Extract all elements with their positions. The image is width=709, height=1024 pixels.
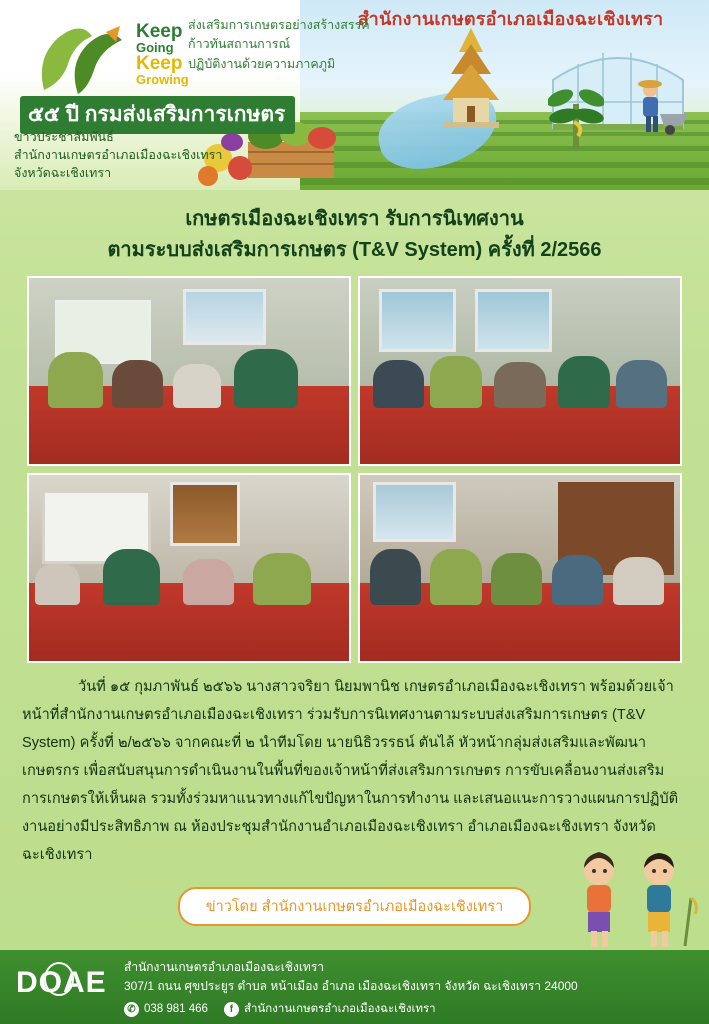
pr-line-2: สำนักงานเกษตรอำเภอเมืองฉะเชิงเทรา — [14, 148, 223, 163]
footer-address-block — [124, 958, 578, 997]
office-title-red: สำนักงานเกษตรอำเภอเมืองฉะเชิงเทรา — [357, 9, 664, 29]
article-body: วันที่ ๑๕ กุมภาพันธ์ ๒๕๖๖ นางสาวจริยา นิยมพานิช เกษตรอำเภอเมืองฉะเชิงเทรา พร้อมด้วยเจ้าหน้าที่สำนักงานเกษตรอำเภอเมืองฉะเชิงเทรา ร่วมรับการนิเทศงานตามระบบส่งเสริมการเกษตร (T&V System) ครั้งที่ ๒/๒๕๖๖ จากคณะที่ ๒ นำทีมโดย นายนิธิวรรธน์ ตันไล้ หัวหน้ากลุ่มส่งเสริมและพัฒนาเกษตรกร เพื่อสนับสนุนการดำเนินงานในพื้นที่ของเจ้าหน้าที่ส่งเสริมการเกษตร การขับเคลื่อนงานส่งเสริมการเกษตรให้เห็นผล รวมทั้งร่วมหาแนวทางแก้ไขปัญหาในการทำงาน และเสนอแนะการวางแผนการปฏิบัติงานอย่างมีประสิทธิภาพ ณ ห้องประชุมสำนักงานอำเภอเมืองฉะเชิงเทรา อำเภอเมืองฉะเชิงเทรา จังหวัดฉะเชิงเทรา — [22, 679, 679, 864]
keep-text-1: Keep — [136, 21, 183, 42]
growing-text: Growing — [136, 72, 189, 87]
attendee — [616, 360, 667, 408]
title-line-2: ตามระบบส่งเสริมการเกษตร (T&V System) ครั้งที่ 2/2566 — [107, 239, 602, 261]
photo-1 — [27, 276, 351, 466]
window — [475, 289, 552, 352]
attendee — [35, 564, 80, 605]
keep-text-2: Keep — [136, 53, 183, 74]
attendee — [494, 362, 545, 409]
attendee — [48, 352, 102, 408]
slogan-block — [188, 16, 370, 74]
header-banner — [0, 0, 709, 190]
anniversary-label: ๕๕ ปี กรมส่งเสริมการเกษตร — [20, 96, 295, 134]
photo-grid — [0, 274, 709, 673]
temple-icon — [425, 26, 517, 130]
farmer-illustration — [630, 78, 692, 136]
attendee — [173, 364, 221, 409]
photo-2 — [358, 276, 682, 466]
attendee — [253, 553, 311, 605]
attendee — [552, 555, 603, 605]
attendee — [430, 356, 481, 408]
slogan-line-3: ปฏิบัติงานด้วยความภาคภูมิ — [188, 56, 336, 71]
speaker — [103, 549, 161, 605]
attendee — [491, 553, 542, 605]
footer — [0, 950, 709, 1024]
window — [373, 482, 456, 542]
slogan-line-2: ก้าวทันสถานการณ์ — [188, 37, 291, 52]
pr-line-3: จังหวัดฉะเชิงเทรา — [14, 166, 112, 181]
window — [379, 289, 456, 352]
attendee — [370, 549, 421, 605]
wooden-door — [170, 482, 240, 545]
facebook-icon: f — [224, 1002, 239, 1017]
phone-icon: ✆ — [124, 1002, 139, 1017]
photo-4 — [358, 473, 682, 663]
facebook-page-name: สำนักงานเกษตรอำเภอเมืองฉะเชิงเทรา — [243, 1003, 436, 1015]
title-line-1: เกษตรเมืองฉะเชิงเทรา รับการนิเทศงาน — [185, 208, 524, 230]
going-text: Going — [136, 40, 174, 55]
window — [183, 289, 266, 345]
leaf-logo-icon — [34, 24, 130, 98]
attendee — [183, 559, 234, 606]
phone-contact[interactable] — [124, 1002, 208, 1017]
page-title — [0, 190, 709, 274]
footer-office-name: สำนักงานเกษตรอำเภอเมืองฉะเชิงเทรา — [124, 960, 325, 974]
phone-number: 038 981 466 — [144, 1003, 208, 1015]
pr-block — [14, 128, 222, 182]
attendee — [234, 349, 298, 409]
facebook-contact[interactable] — [224, 1000, 436, 1018]
slogan-line-1: ส่งเสริมการเกษตรอย่างสร้างสรรค์ — [188, 18, 370, 32]
attendee — [373, 360, 424, 408]
attendee — [112, 360, 163, 408]
attendee — [558, 356, 609, 408]
kids-illustration — [561, 842, 701, 950]
pr-line-1: ข่าวประชาสัมพันธ์ — [14, 130, 114, 144]
photo-3 — [27, 473, 351, 663]
doae-seal-icon — [44, 962, 74, 996]
news-credit-badge: ข่าวโดย สำนักงานเกษตรอำเภอเมืองฉะเชิงเทรา — [178, 887, 532, 926]
attendee — [613, 557, 664, 605]
banana-plant-icon — [548, 78, 604, 148]
footer-address: 307/1 ถนน ศุขประยูร ตำบล หน้าเมือง อำเภอ เมืองฉะเชิงเทรา จังหวัด ฉะเชิงเทรา 24000 — [124, 979, 578, 994]
keep-going-growing-text — [136, 22, 189, 86]
attendee — [430, 549, 481, 605]
footer-contacts — [124, 1000, 436, 1018]
doae-logo-text: DOAE — [16, 966, 107, 999]
